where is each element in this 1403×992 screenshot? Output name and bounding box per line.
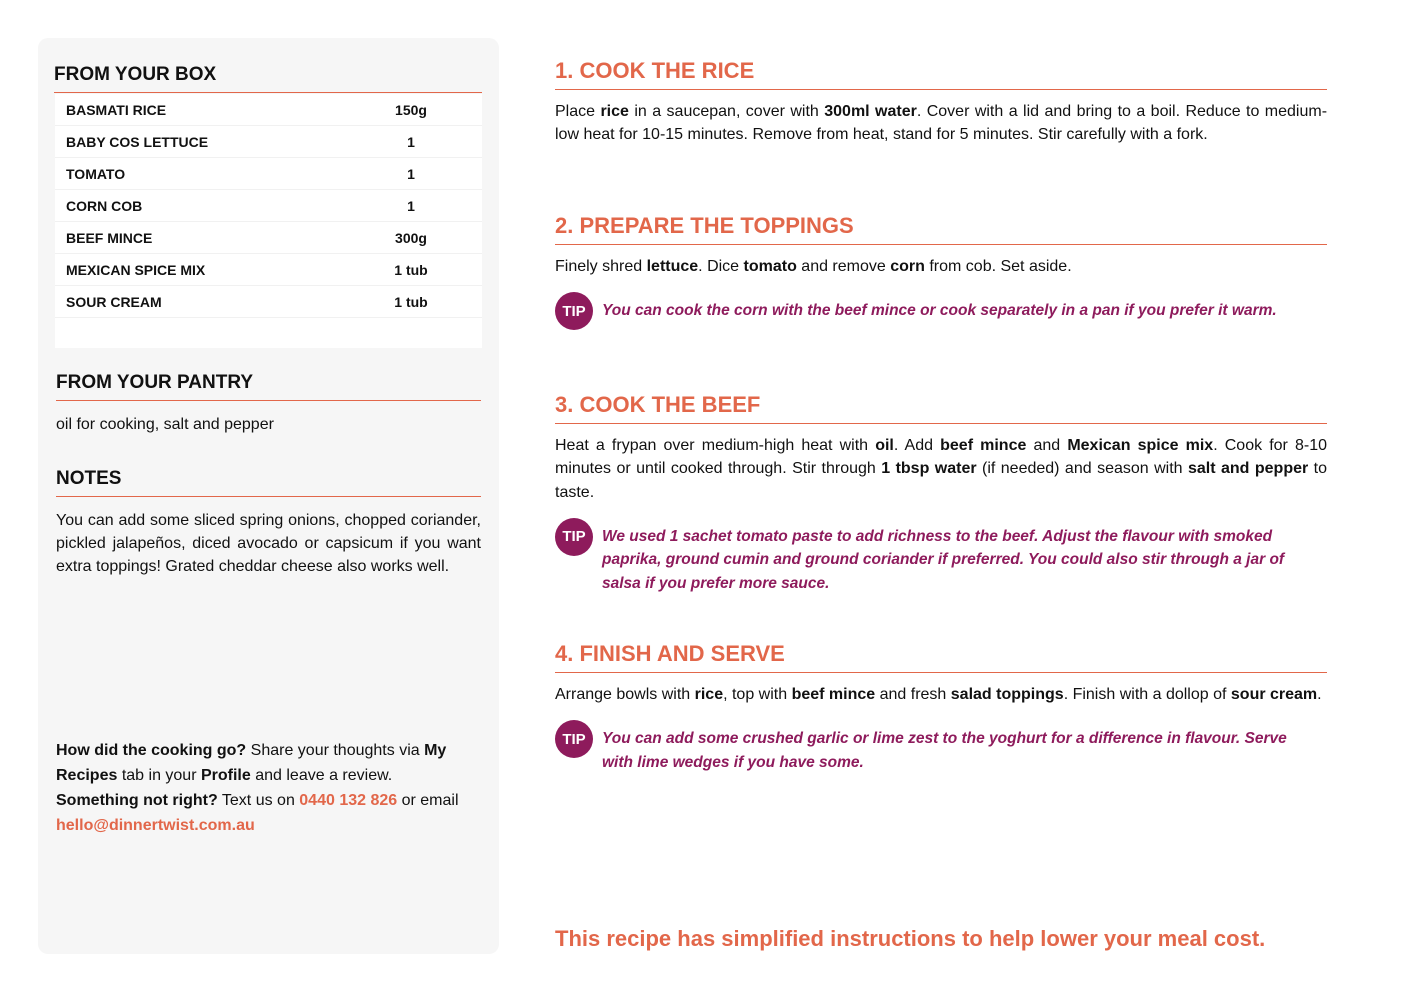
contact-text: Share your thoughts via bbox=[246, 742, 425, 759]
text-run: Finely shred bbox=[555, 258, 647, 275]
ingredient-name: BASMATI RICE bbox=[66, 101, 167, 118]
pantry-text: oil for cooking, salt and pepper bbox=[56, 416, 274, 433]
ingredient-qty: 1 bbox=[407, 165, 415, 182]
phone-link[interactable]: 0440 132 826 bbox=[299, 792, 398, 809]
bold-term: beef mince bbox=[791, 686, 876, 703]
text-run: and fresh bbox=[875, 686, 951, 703]
bold-term: sour cream bbox=[1230, 686, 1318, 703]
ingredient-name: BEEF MINCE bbox=[66, 229, 153, 246]
notes-text: You can add some sliced spring onions, chopped coriander, pickled jalapeños, diced avocado or capsicum if you want extra toppings! Grated cheddar cheese also works well. bbox=[56, 512, 481, 575]
bold-term: rice bbox=[694, 686, 724, 703]
table-row bbox=[55, 286, 482, 318]
ingredient-name: BABY COS LETTUCE bbox=[66, 133, 209, 150]
bold-term: lettuce bbox=[646, 258, 699, 275]
ingredient-qty: 150g bbox=[395, 101, 427, 118]
ingredients-table bbox=[55, 94, 482, 348]
tip-badge-icon: TIP bbox=[555, 292, 593, 330]
bold-term: corn bbox=[890, 258, 925, 275]
tip-badge-icon: TIP bbox=[555, 720, 593, 758]
step-1 bbox=[555, 58, 1327, 147]
text-run: . Cook for 8-10 minutes or until cooked through. Stir through bbox=[555, 437, 1328, 478]
ingredients-panel bbox=[38, 38, 499, 954]
table-row bbox=[55, 190, 482, 222]
contact-text: tab in your bbox=[117, 767, 201, 784]
tip-text: You can cook the corn with the beef mince or cook separately in a pan if you prefer it warm. bbox=[602, 302, 1277, 320]
bold-term: beef mince bbox=[940, 437, 1027, 454]
text-run: Heat a frypan over medium-high heat with bbox=[555, 437, 876, 454]
text-run: . Dice bbox=[698, 258, 744, 275]
bold-term: Mexican spice mix bbox=[1067, 437, 1214, 454]
step-2 bbox=[555, 213, 1327, 330]
text-run: Arrange bowls with bbox=[555, 686, 695, 703]
ingredient-name: SOUR CREAM bbox=[66, 293, 162, 310]
table-row bbox=[55, 254, 482, 286]
bold-term: salad toppings bbox=[950, 686, 1064, 703]
bold-term: rice bbox=[600, 103, 629, 120]
notes-heading: NOTES bbox=[56, 468, 481, 497]
ingredient-qty: 300g bbox=[395, 229, 427, 246]
ingredient-qty: 1 bbox=[407, 133, 415, 150]
contact-text: or email bbox=[397, 792, 459, 809]
bold-term: 300ml water bbox=[824, 103, 917, 120]
step-title: 1. COOK THE RICE bbox=[555, 58, 1327, 90]
ingredient-name: CORN COB bbox=[66, 197, 143, 214]
step-title: 3. COOK THE BEEF bbox=[555, 392, 1327, 424]
step-text bbox=[555, 100, 1327, 147]
step-title: 4. FINISH AND SERVE bbox=[555, 641, 1327, 673]
from-your-pantry-heading: FROM YOUR PANTRY bbox=[56, 372, 481, 401]
from-your-box-heading: FROM YOUR BOX bbox=[54, 64, 482, 93]
issue-question: Something not right? bbox=[56, 792, 218, 809]
bold-term: 1 tbsp water bbox=[881, 460, 977, 478]
bold-term: salt and pepper bbox=[1187, 460, 1309, 478]
tip bbox=[555, 292, 1327, 330]
tip bbox=[555, 518, 1327, 596]
step-4 bbox=[555, 641, 1327, 774]
bold-term: tomato bbox=[743, 258, 797, 275]
footer-note: This recipe has simplified instructions to help lower your meal cost. bbox=[555, 926, 1266, 951]
text-run: from cob. Set aside. bbox=[924, 258, 1072, 275]
ingredient-qty: 1 tub bbox=[394, 261, 428, 278]
contact-info bbox=[56, 738, 486, 838]
step-text bbox=[555, 255, 1327, 278]
table-row bbox=[55, 94, 482, 126]
table-row bbox=[55, 222, 482, 254]
feedback-question: How did the cooking go? bbox=[56, 742, 247, 759]
ingredient-qty: 1 bbox=[407, 197, 415, 214]
contact-text: Text us on bbox=[217, 792, 300, 809]
text-run: . Add bbox=[893, 437, 941, 454]
text-run: and bbox=[1026, 437, 1068, 454]
step-title: 2. PREPARE THE TOPPINGS bbox=[555, 213, 1327, 245]
text-run: Place bbox=[555, 103, 601, 120]
tip-text: You can add some crushed garlic or lime zest to the yoghurt for a difference in flavour. Serve with lime wedges if you have some. bbox=[602, 730, 1287, 771]
step-3 bbox=[555, 392, 1327, 595]
text-run: . Finish with a dollop of bbox=[1063, 686, 1231, 703]
email-link[interactable]: hello@dinnertwist.com.au bbox=[56, 817, 255, 834]
table-row bbox=[55, 126, 482, 158]
text-run: . bbox=[1317, 686, 1322, 703]
tip-badge-icon: TIP bbox=[555, 518, 593, 556]
tip bbox=[555, 720, 1327, 774]
text-run: in a saucepan, cover with bbox=[628, 103, 825, 120]
text-run: and remove bbox=[796, 258, 891, 275]
profile-label: Profile bbox=[200, 767, 251, 784]
text-run: , top with bbox=[723, 686, 792, 703]
table-row bbox=[55, 158, 482, 190]
bold-term: oil bbox=[875, 437, 894, 454]
my-recipes-label: My Recipes bbox=[56, 742, 447, 784]
text-run: to taste. bbox=[555, 460, 1327, 501]
text-run: . Cover with a lid and bring to a boil. Reduce to medium-low heat for 10-15 minutes. Remove from heat, stand for 5 minutes. Stir carefully with a fork. bbox=[555, 103, 1328, 144]
step-text bbox=[555, 683, 1327, 706]
ingredient-qty: 1 tub bbox=[394, 293, 428, 310]
ingredient-name: TOMATO bbox=[66, 165, 126, 182]
text-run: (if needed) and season with bbox=[976, 460, 1188, 478]
tip-text: We used 1 sachet tomato paste to add richness to the beef. Adjust the flavour with smoked paprika, ground cumin and ground coriander if preferred. You could also stir through a jar of salsa if you prefer more sauce. bbox=[602, 527, 1285, 592]
contact-text: and leave a review. bbox=[250, 767, 393, 784]
step-text bbox=[555, 434, 1327, 504]
ingredient-name: MEXICAN SPICE MIX bbox=[66, 261, 206, 278]
